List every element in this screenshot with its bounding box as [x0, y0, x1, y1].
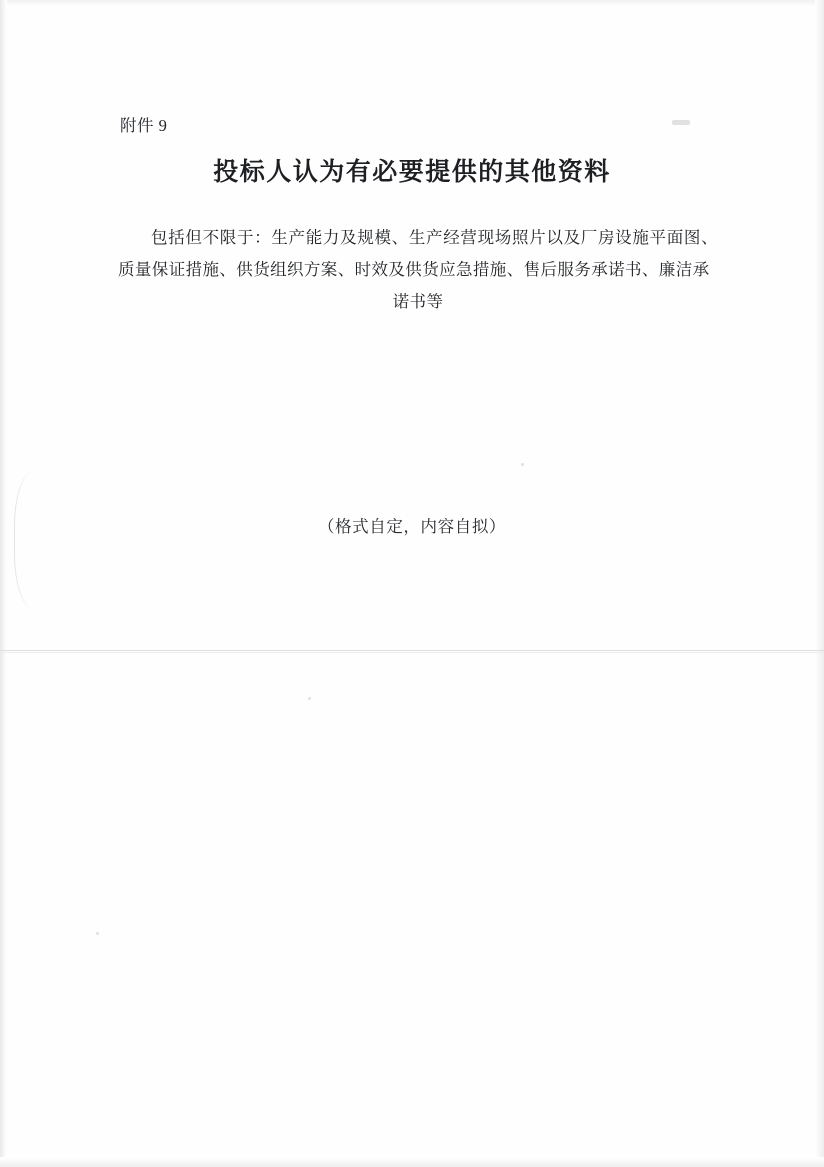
scan-speck — [672, 120, 690, 125]
scan-edge-bottom — [0, 1157, 824, 1167]
page-title: 投标人认为有必要提供的其他资料 — [213, 159, 611, 186]
scan-edge-top — [0, 0, 824, 8]
attachment-label: 附件 9 — [120, 116, 168, 135]
scan-fold-line-secondary — [0, 652, 824, 653]
body-paragraph-text: 包括但不限于：生产能力及规模、生产经营现场照片以及厂房设施平面图、质量保证措施、供货组织方案、时效及供货应急措施、售后服务承诺书、廉洁承 — [118, 228, 718, 279]
scan-speck — [521, 463, 524, 466]
scan-speck — [308, 697, 311, 700]
format-note: （格式自定，内容自拟） — [317, 517, 507, 536]
scan-fold-line — [0, 650, 824, 651]
body-paragraph-last-line: 诺书等 — [392, 292, 444, 311]
scan-speck — [96, 932, 99, 935]
scan-smudge — [14, 470, 49, 610]
body-paragraph — [118, 222, 718, 318]
